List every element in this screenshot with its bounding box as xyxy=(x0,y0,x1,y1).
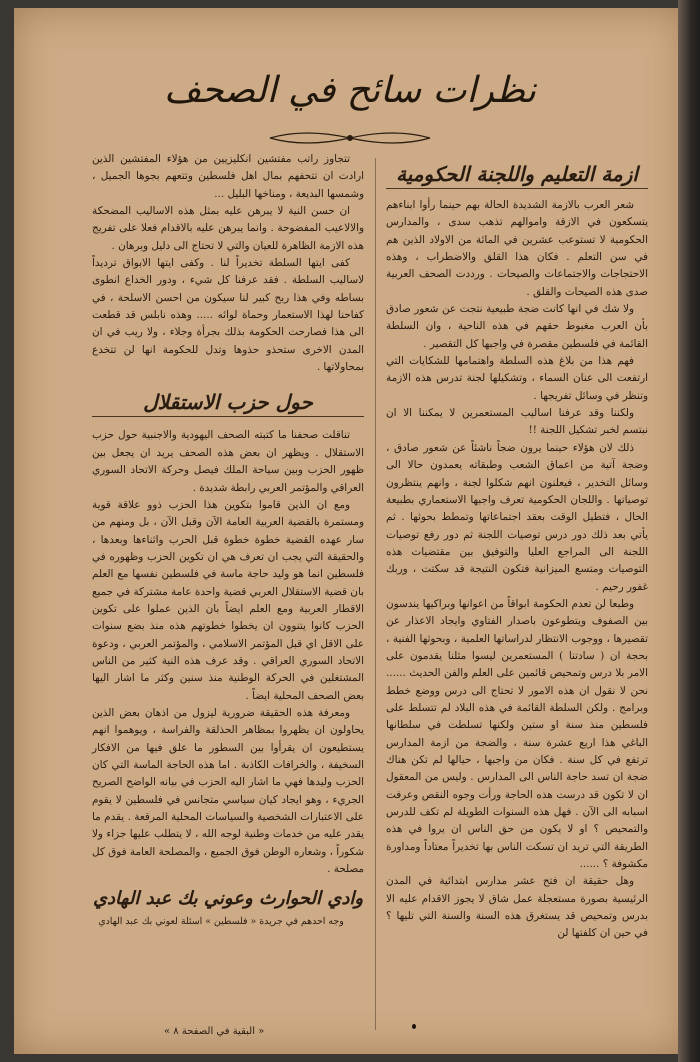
article-headline: حول حزب الاستقلال xyxy=(92,388,364,417)
left-column xyxy=(92,151,364,1031)
masthead xyxy=(14,70,686,111)
article-paragraph: ومعرفة هذه الحقيقة ضرورية ليزول من اذهان بعض الذين يحاولون ان يظهروا بمظاهر الحذلقة والفراسة ، ويوهموا انهم يستطيعون ان يقرأوا بين السطور ما علق فيها من الافكار السخيفة ، والخرافات الكاذبة . اما هذه الحاجة الماسة التي كان الحزب وليدها فهي ما اشار اليه الحزب في بيانه الواضح الصريح الجريء ، وهو ايجاد كيان سياسي متجانس في فلسطين لا يقوم على الاعتبارات الشخصية والسياسات المحلية المرقعة . يقدم ما يقدر عليه من خدمات وطنية لوجه الله ، لا يتطلب عليها جزاء ولا شكوراً ، وشعاره الوطن فوق الجميع ، والمصلحة العامة فوق كل مصلحة . xyxy=(92,706,364,876)
article-education-crisis xyxy=(386,160,648,1040)
ink-dot xyxy=(412,1024,416,1029)
article-paragraph: تتجاوز راتب مفتشين انكليزيين من هؤلاء المفتشين الذين ارادت ان تتحفهم بمال اهل فلسطين وتتعهم بجوها الجميل ، وشمسها البديعة ، ومناخها البليل ... xyxy=(92,153,364,200)
article-byline-headline: وادي الحوارث وعوني بك عبد الهادي xyxy=(92,888,364,910)
article-paragraph: كفى ايتها السلطة تخديراً لنا . وكفى ايتها الابواق ترديداً لاساليب السلطة . فقد عرفنا كل شيء ، ودور الخداع انطوى بساطه وفي هذا ربح كبير لنا سيكون من احسن الاسلحة ، في كفاحنا لهذا الاستعمار وحماة لوائه ..... وهذه نابلس قد قطعت الى هذا فصارحت الحكومة بذلك بجرأة وجلاء ، ولا ريب في ان المدن الاخرى ستحذو حذوها وتدل للحكومة انها لن تتخدع بمحاولاتها . xyxy=(92,257,364,374)
article-paragraph: شعر العرب بالازمة الشديدة الحالة بهم حينما رأوا ابناءهم يتسكعون في الازقة واموالهم تذهب سدى ، والمدارس الحكومية لا تستوعب عشرين في المائة من الاولاد الذين هم في سن التعلم . فكان هذا القلق والاضطراب ، وهذه الاحتجاجات والاجتماعات والصيحات . ورددت الصحف العربية صدى هذه الصيحات والقلق . xyxy=(386,199,648,298)
masthead-title: نظرات سائح في الصحف xyxy=(164,70,536,111)
masthead-ornament xyxy=(260,126,440,150)
article-paragraph: ذلك لان هؤلاء حينما يرون ضجاً ناشئاً عن شعور صادق ، وضجة آتية من اعماق الشعب وطبقاته يعمدون حالا الى وسائل التخدير ، فيعلنون انهم شكلوا لجنة ، وانهم ينتظرون توصياتها . واللجان الحكومية تعرف واجبها الاستعماري بطبيعة الحال ، فتطيل الوقت بعقد اجتماعاتها وتمطط بحوثها . ثم يأتي بعد ذلك دور درس توصيات اللجنة ثم دور رفع توصيات اللجنة الى المراجع العليا والتوفيق بين مقتضيات هذه التوصيات ومتسع الميزانية فتكون النتيجة قد سكتت ، وربك غفور رحيم . xyxy=(386,441,648,593)
column-divider xyxy=(375,158,376,1030)
continued-note: « البقية في الصفحة ٨ » xyxy=(164,1026,265,1037)
article-paragraph: ان حسن النية لا يبرهن عليه بمثل هذه الاساليب المضحكة والالاعيب المفضوحة . وانما يبرهن عليه بالاقدام فعلا على تفريج هذه الازمة الظاهرة للعيان والتي لا تحتاج الى دليل وبرهان . xyxy=(92,205,364,252)
article-paragraph: فهم هذا من بلاغ هذه السلطة واهتمامها للشكايات التي ارتفعت الى عنان السماء ، وتشكيلها لجنة تدرس هذه الازمة وتنظر في وسائل تفريجها . xyxy=(386,355,648,402)
article-paragraph: وهل حقيقة ان فتح عشر مدارس ابتدائية في المدن الرئيسية بصورة مستعجلة عمل شاق لا يجوز الاقدام عليه الا بدرس وتمحيص قد يستغرق هذه السنة والسنة التي تليها ؟ في حين ان كلفتها لن xyxy=(386,875,648,940)
article-paragraph: ومع ان الذين قاموا بتكوين هذا الحزب ذوو علاقة قوية ومستمرة بالقضية العربية العامة الآن وقبل الآن ، بل ومنهم من سار عهده القضية خطوة خطوة قبل الحرب واثناءها وبعدها ، والحقيقة التي يجب ان تعرف هي ان تكوين الحزب وظهوره في فلسطين انما هو وليد حاجة ماسة في فلسطين نفسها مع العلم بان قضية الاستقلال العربي قضية واحدة عامة مشتركة في جميع الاقطار العربية ومع العلم ايضاً بان الذين عملوا على تكوين الحزب كانوا يتنوون ان يخطوا خطوتهم هذه منذ بضع سنوات على الاقل اي قبل المؤتمر الاسلامي ، والمؤتمر العربي ، ودعوة الاتحاد السوري العراقي . وقد عرف هذه النية كثير من الناس المشتغلين في الحركة الوطنية منذ سنين وكثر ما اشار اليها بعض الصحف المحلية ايضاً . xyxy=(92,498,364,702)
article-paragraph: ولكننا وقد عرفنا اساليب المستعمرين لا يمكننا الا ان نبتسم لخبر تشكيل اللجنة !! xyxy=(386,407,648,437)
newspaper-page xyxy=(14,8,686,1054)
article-paragraph: وطبعا لن تعدم الحكومة ابواقاً من اعوانها وبراكيها يندسون بين الصفوف ويتطوعون باصدار الفتاوي وايجاد الاعذار عن تقصيرها ، ووجوب الانتظار لدراساتها العلمية ، وبحوثها الفنية ، بحجة ان ( سادتنا ) المستعمرين ليسوا مثلنا يقدمون على الامر بلا درس وتمحيص قائمين على العلم والفن الحديث ...... نحن لا نقول ان هذه الامور لا تحتاج الى درس ووضع خطط وبرامج . ولكن السلطة القائمة في هذه البلاد لم تتسلط على فلسطين منذ سنة او ستين ولكنها تسلطت في سلطانها الباغي هذا اربع عشرة سنة ، والضجة من ازمة المدارس ترتفع في كل سنة . فكان من واجبها ، حيالها لم تكن هناك ضجة ان تسد حاجة الناس الى المدارس . وليس من المعقول ان لا تكون قد درست هذه الحاجة ورأت وجوه النقص وعرفت اسبابه الى الآن . فهل هذه السنوات الطويلة لم تكف للدرس والتمحيص ؟ او لا يكون من حق الناس ان يروا في هذه الطريقة التي تريد ان تسكت الناس بها تخديراً معتاداً ومداورة مكشوفة ؟ ...... xyxy=(386,597,648,871)
book-binding xyxy=(678,0,700,1062)
article-paragraph: تناقلت صحفنا ما كتبته الصحف اليهودية والاجنبية حول حزب الاستقلال . ويظهر ان بعض هذه الصحف يريد ان يجعل بين ظهور الحزب وبين سياحة الملك فيصل وحركة الاتحاد السوري العراقي والمؤتمر العربي رابطة شديدة . xyxy=(92,429,364,494)
article-headline: ازمة التعليم واللجنة الحكومية xyxy=(386,160,648,189)
article-paragraph: ولا شك في انها كانت ضجة طبيعية نتجت عن شعور صادق بأن العرب مغبوط حقهم في هذه الناحية ، وان السلطة القائمة في فلسطين مقصرة في واجبها كل التقصير . xyxy=(386,303,648,350)
article-credit: وجه احدهم في جريدة « فلسطين » اسئلة لعوني بك عبد الهادي xyxy=(98,916,344,928)
